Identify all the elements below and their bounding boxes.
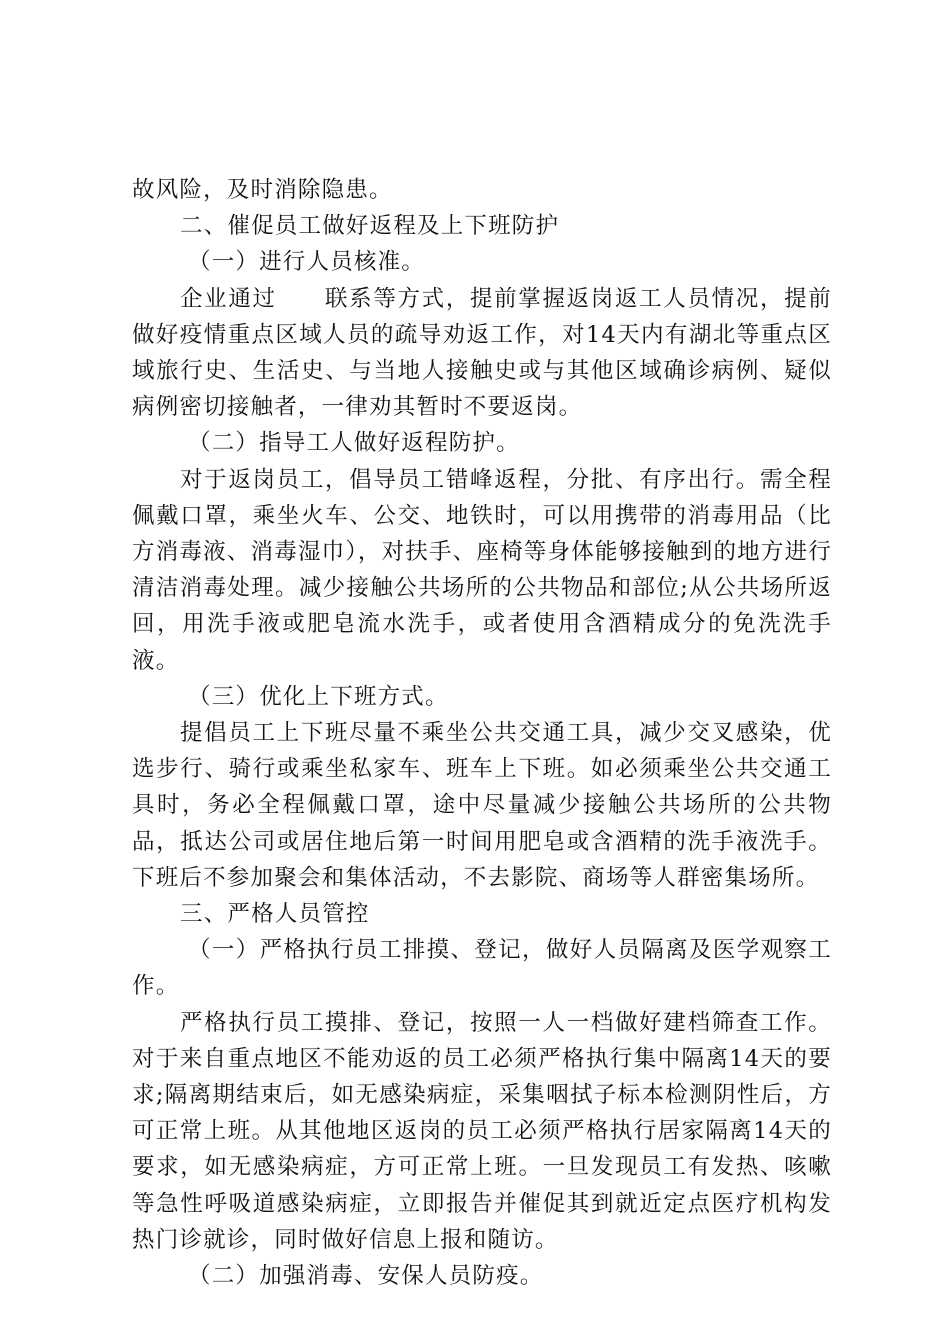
paragraph-3-1: 严格执行员工摸排、登记，按照一人一档做好建档筛查工作。对于来自重点地区不能劝返的员工必须严格执行集中隔离14天的要求;隔离期结束后，如无感染病症，采集咽拭子标本检测阴性后，方可正常上班。从其他地区返岗的员工必须严格执行居家隔离14天的要求，如无感染病症，方可正常上班。一旦发现员工有发热、咳嗽等急性呼吸道感染病症，立即报告并催促其到就近定点医疗机构发热门诊就诊，同时做好信息上报和随访。 <box>132 1009 832 1253</box>
subheading-3-2: （二）加强消毒、安保人员防疫。 <box>188 1263 544 1290</box>
document-body <box>132 172 832 1294</box>
subheading-2-1: （一）进行人员核准。 <box>188 249 426 276</box>
subheading-3-1: （一）严格执行员工排摸、登记，做好人员隔离及医学观察工作。 <box>132 937 832 1000</box>
paragraph-2-3: 提倡员工上下班尽量不乘坐公共交通工具，减少交叉感染，优选步行、骑行或乘坐私家车、班车上下班。如必须乘坐公共交通工具时，务必全程佩戴口罩，途中尽量减少接触公共场所的公共物品，抵达公司或居住地后第一时间用肥皂或含酒精的洗手液洗手。下班后不参加聚会和集体活动，不去影院、商场等人群密集场所。 <box>132 720 832 891</box>
subheading-2-3: （三）优化上下班方式。 <box>188 683 449 710</box>
paragraph-continuation: 故风险，及时消除隐患。 <box>132 177 393 203</box>
subheading-2-2: （二）指导工人做好返程防护。 <box>188 430 520 457</box>
paragraph-2-2: 对于返岗员工，倡导员工错峰返程，分批、有序出行。需全程佩戴口罩，乘坐火车、公交、地铁时，可以用携带的消毒用品（比方消毒液、消毒湿巾），对扶手、座椅等身体能够接触到的地方进行清洁消毒处理。减少接触公共场所的公共物品和部位;从公共场所返回，用洗手液或肥皂流水洗手，或者使用含酒精成分的免洗洗手液。 <box>132 466 832 674</box>
section-heading-3: 三、严格人员管控 <box>180 901 370 928</box>
paragraph-2-1: 企业通过 联系等方式，提前掌握返岗返工人员情况，提前做好疫情重点区域人员的疏导劝返工作，对14天内有湖北等重点区域旅行史、生活史、与当地人接触史或与其他区域确诊病例、疑似病例密切接触者，一律劝其暂时不要返岗。 <box>132 285 832 421</box>
section-heading-2: 二、催促员工做好返程及上下班防护 <box>180 213 560 240</box>
